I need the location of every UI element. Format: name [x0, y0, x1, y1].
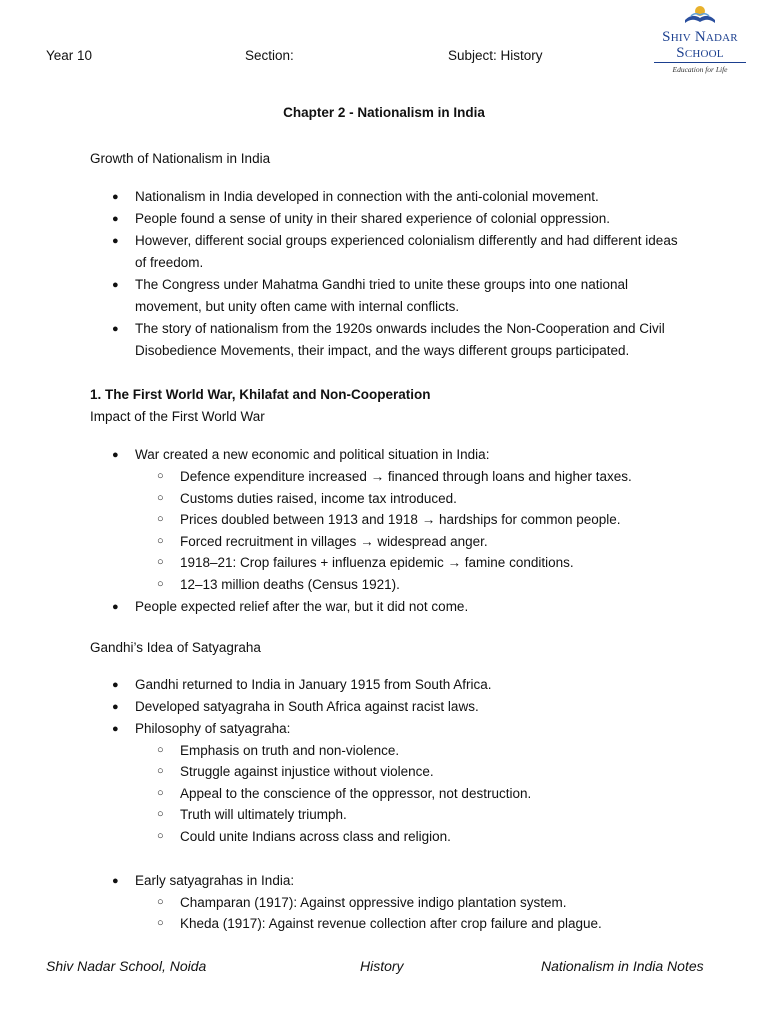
list-item: [90, 444, 690, 596]
sub-list-item: ○ Emphasis on truth and non-violence.: [135, 740, 690, 762]
war-impact-list: [90, 444, 690, 618]
sub-list-item: ○ Could unite Indians across class and religion.: [135, 826, 690, 848]
list-item: [90, 718, 690, 848]
satyagraha-heading: Gandhi’s Idea of Satyagraha: [90, 639, 261, 655]
notes-content: [90, 148, 690, 935]
list-item-text: Philosophy of satyagraha:: [135, 720, 291, 736]
list-item: ● The story of nationalism from the 1920s onwards includes the Non-Cooperation and Civil Disobedience Movements, their impact, and the ways different groups participated.: [90, 318, 690, 362]
list-item: ● Nationalism in India developed in connection with the anti-colonial movement.: [90, 186, 690, 208]
footer-subject: History: [360, 958, 404, 974]
satyagraha-list: [90, 674, 690, 848]
sub-list-item: ○ Customs duties raised, income tax introduced.: [135, 488, 690, 510]
chapter-title: Chapter 2 - Nationalism in India: [283, 105, 485, 120]
early-satyagraha-list: [90, 870, 690, 935]
school-logo: [648, 4, 752, 74]
sub-list-item: ○ Truth will ultimately triumph.: [135, 804, 690, 826]
sub-list-item: ○ Forced recruitment in villages → widespread anger.: [135, 531, 690, 553]
list-item: ● People found a sense of unity in their shared experience of colonial oppression.: [90, 208, 690, 230]
list-item: ● However, different social groups experienced colonialism differently and had different ideas of freedom.: [90, 230, 690, 274]
section-label: Section:: [245, 48, 294, 63]
list-item: ● Gandhi returned to India in January 1915 from South Africa.: [90, 674, 690, 696]
list-item: ● People expected relief after the war, but it did not come.: [90, 596, 690, 618]
list-item: ● The Congress under Mahatma Gandhi tried to unite these groups into one national movement, but unity often came with internal conflicts.: [90, 274, 690, 318]
early-satyagraha-sublist: [135, 892, 690, 935]
logo-divider: [654, 62, 746, 63]
list-item: [90, 870, 690, 935]
book-emblem-icon: [683, 4, 717, 26]
list-item-text: Early satyagrahas in India:: [135, 872, 295, 888]
year-label: Year 10: [46, 48, 93, 63]
section1-subheading: Impact of the First World War: [90, 409, 265, 424]
list-item-text: War created a new economic and political situation in India:: [135, 447, 490, 462]
sub-list-item: ○ Kheda (1917): Against revenue collection after crop failure and plague.: [135, 913, 690, 935]
growth-list: [90, 186, 690, 362]
footer-school: Shiv Nadar School, Noida: [46, 958, 207, 974]
footer-title: Nationalism in India Notes: [541, 958, 704, 974]
war-impact-sublist: [135, 466, 690, 596]
list-item: ● Developed satyagraha in South Africa against racist laws.: [90, 696, 690, 718]
section1-heading: 1. The First World War, Khilafat and Non-Cooperation: [90, 387, 431, 402]
subject-label: Subject: History: [448, 48, 543, 63]
sub-list-item: ○ Champaran (1917): Against oppressive indigo plantation system.: [135, 892, 690, 914]
logo-tagline: Education for Life: [672, 65, 728, 74]
growth-heading: Growth of Nationalism in India: [90, 151, 271, 166]
philosophy-sublist: [135, 740, 690, 848]
sub-list-item: ○ Defence expenditure increased → financed through loans and higher taxes.: [135, 466, 690, 488]
logo-name: Shiv Nadar School: [662, 29, 738, 61]
sub-list-item: ○ Prices doubled between 1913 and 1918 → hardships for common people.: [135, 509, 690, 531]
sub-list-item: ○ 1918–21: Crop failures + influenza epidemic → famine conditions.: [135, 552, 690, 574]
sub-list-item: ○ Appeal to the conscience of the oppressor, not destruction.: [135, 783, 690, 805]
sub-list-item: ○ Struggle against injustice without violence.: [135, 761, 690, 783]
sub-list-item: ○ 12–13 million deaths (Census 1921).: [135, 574, 690, 596]
